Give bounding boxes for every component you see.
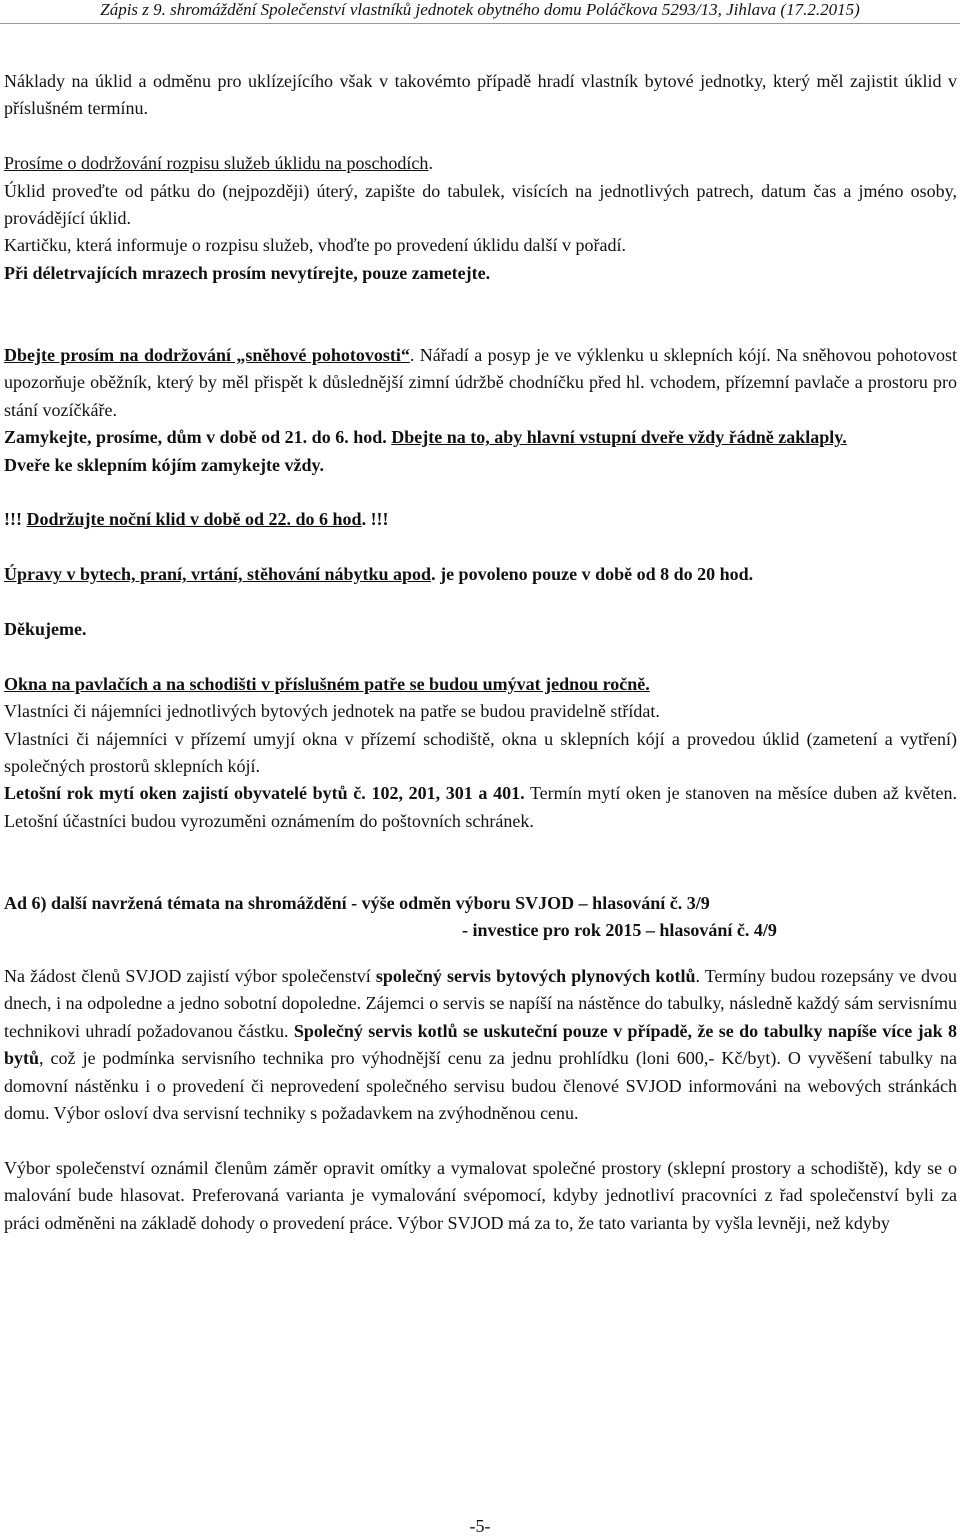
snow-readiness-paragraph: Dbejte prosím na dodržování „sněhové pohotovosti“. Nářadí a posyp je ve výklenku u sklepních kójí. Na sněhovou pohotovost upozorňuje oběžník, který by měl přispět k důslednější zimní údržbě chodníčku před hl. vchodem, přízemní pavlače a prostoru pro stání vozíčkáře.: [4, 345, 957, 420]
window-washing-rotation: Vlastníci či nájemníci jednotlivých bytových jednotek na patře se budou pravidelně střídat.: [4, 701, 660, 722]
locking-hours: Zamykejte, prosíme, dům v době od 21. do 6. hod.: [4, 427, 387, 448]
boiler-service-highlight: společný servis bytových plynových kotlů: [375, 965, 696, 986]
header-divider: [0, 23, 960, 24]
night-quiet-text: Dodržujte noční klid v době od 22. do 6 hod: [26, 509, 362, 530]
renovation-allowed-hours: je povoleno pouze v době od 8 do 20: [440, 564, 716, 585]
cleaning-schedule-title: Prosíme o dodržování rozpisu služeb úklidu na poschodích: [4, 153, 429, 174]
agenda-item-6-line-1: Ad 6) další navržená témata na shromáždění - výše odměn výboru SVJOD – hlasování č. 3/9: [4, 893, 710, 914]
window-washing-flats: Letošní rok mytí oken zajistí obyvatelé bytů č. 102, 201, 301 a 401.: [4, 783, 525, 804]
cleaning-cost-paragraph: Náklady na úklid a odměnu pro uklízejícího však v takovémto případě hradí vlastník bytové jednotky, který měl zajistit úklid v příslušném termínu.: [4, 71, 957, 119]
thanks-line: Děkujeme.: [4, 619, 87, 640]
night-quiet-notice: !!! Dodržujte noční klid v době od 22. do 6 hod. !!!: [4, 509, 389, 530]
renovation-activities: Úpravy v bytech, praní, vrtání, stěhování nábytku apod: [4, 564, 432, 585]
snow-readiness-title: Dbejte prosím na dodržování „sněhové pohotovosti“: [4, 345, 410, 366]
window-washing-schedule: Letošní rok mytí oken zajistí obyvatelé bytů č. 102, 201, 301 a 401. Termín mytí oken je stanoven na měsíce duben až květen. Letošní účastníci budou vyrozuměni oznámením do poštovních schránek.: [4, 783, 958, 831]
painting-paragraph: Výbor společenství oznámil členům záměr opravit omítky a vymalovat společné prostory (sklepní prostory a schodiště), kdy se o malování bude hlasovat. Preferovaná varianta je vymalování svépomocí, kdyby jednotliví pracovníci z řad společenství byli za práci odměněni na základě dohody o provedení práce. Výbor SVJOD má za to, že tato varianta by vyšla levněji, než kdyby: [4, 1157, 957, 1233]
boiler-service-paragraph: Na žádost členů SVJOD zajistí výbor společenství společný servis bytových plynových kotlů. Termíny budou rozepsány ve dvou dnech, i na odpoledne a jedno sobotní dopoledne. Zájemci o servis se napíší na nástěnce do tabulky, následně každý sám servisnímu technikovi uhradí požadovanou částku. Společný servis kotlů se uskuteční pouze v případě, že se do tabulky napíše více jak 8 bytů, což je podmínka servisního technika pro výhodnější cenu za jednu prohlídku (loni 600,- Kč/byt). O vyvěšení tabulky na domovní nástěnku i o provedení či neprovedení společného servisu budou členové SVJOD informováni na webových stránkách domu. Výbor osloví dva servisní techniky s požadavkem na zvýhodněnou cenu.: [4, 965, 958, 1123]
agenda-item-6-line-2: - investice pro rok 2015 – hlasování č. 4/9: [462, 920, 777, 941]
renovation-hours-notice: Úpravy v bytech, praní, vrtání, stěhování nábytku apod. je povoleno pouze v době od 8 do 20 hod.: [4, 564, 754, 585]
page-number: -5-: [469, 1516, 491, 1536]
cleaning-schedule-paragraph: Prosíme o dodržování rozpisu služeb úklidu na poschodích. Úklid proveďte od pátku do (nejpozději) úterý, zapište do tabulek, visících na jednotlivých patrech, datum čas a jméno osoby, provádějící úklid.: [4, 153, 957, 229]
locking-paragraph: [4, 424, 957, 451]
window-washing-title: Okna na pavlačích a na schodišti v příslušném patře se budou umývat jednou ročně.: [4, 673, 650, 694]
document-body: [4, 68, 957, 1237]
page-header: Zápis z 9. shromáždění Společenství vlastníků jednotek obytného domu Poláčkova 5293/13, Jihlava (17.2.2015): [100, 0, 860, 19]
frost-instruction: Při déletrvajících mrazech prosím nevytírejte, pouze zametejte.: [4, 262, 491, 283]
cleaning-card-line: Kartičku, která informuje o rozpisu služeb, vhoďte po provedení úklidu další v pořadí.: [4, 235, 626, 256]
cleaning-schedule-line-1: Úklid proveďte od pátku do (nejpozději) úterý, zapište do tabulek, visících na jednotlivých patrech, datum čas a jméno osoby, provádějící úklid.: [4, 180, 957, 229]
cellar-doors-note: Dveře ke sklepním kójím zamykejte vždy.: [4, 454, 324, 475]
main-door-note: Dbejte na to, aby hlavní vstupní dveře vždy řádně zaklaply.: [391, 427, 847, 448]
ground-floor-duties: Vlastníci či nájemníci v přízemí umyjí okna v přízemí schodiště, okna u sklepních kójí a provedou úklid (zametení a vytření) společných prostorů sklepních kójí.: [4, 728, 957, 777]
boiler-service-condition: Společný servis kotlů se uskuteční pouze v případě, že se do tabulky napíše více jak 8 bytů: [4, 1020, 958, 1069]
snow-readiness-text: Nářadí a posyp je ve výklenku u sklepních kójí. Na sněhovou pohotovost upozorňuje oběžník, který by měl přispět k důslednější zimní údržbě chodníčku před hl. vchodem, přízemní pavlače a prostoru pro stání vozíčkáře.: [4, 345, 957, 420]
